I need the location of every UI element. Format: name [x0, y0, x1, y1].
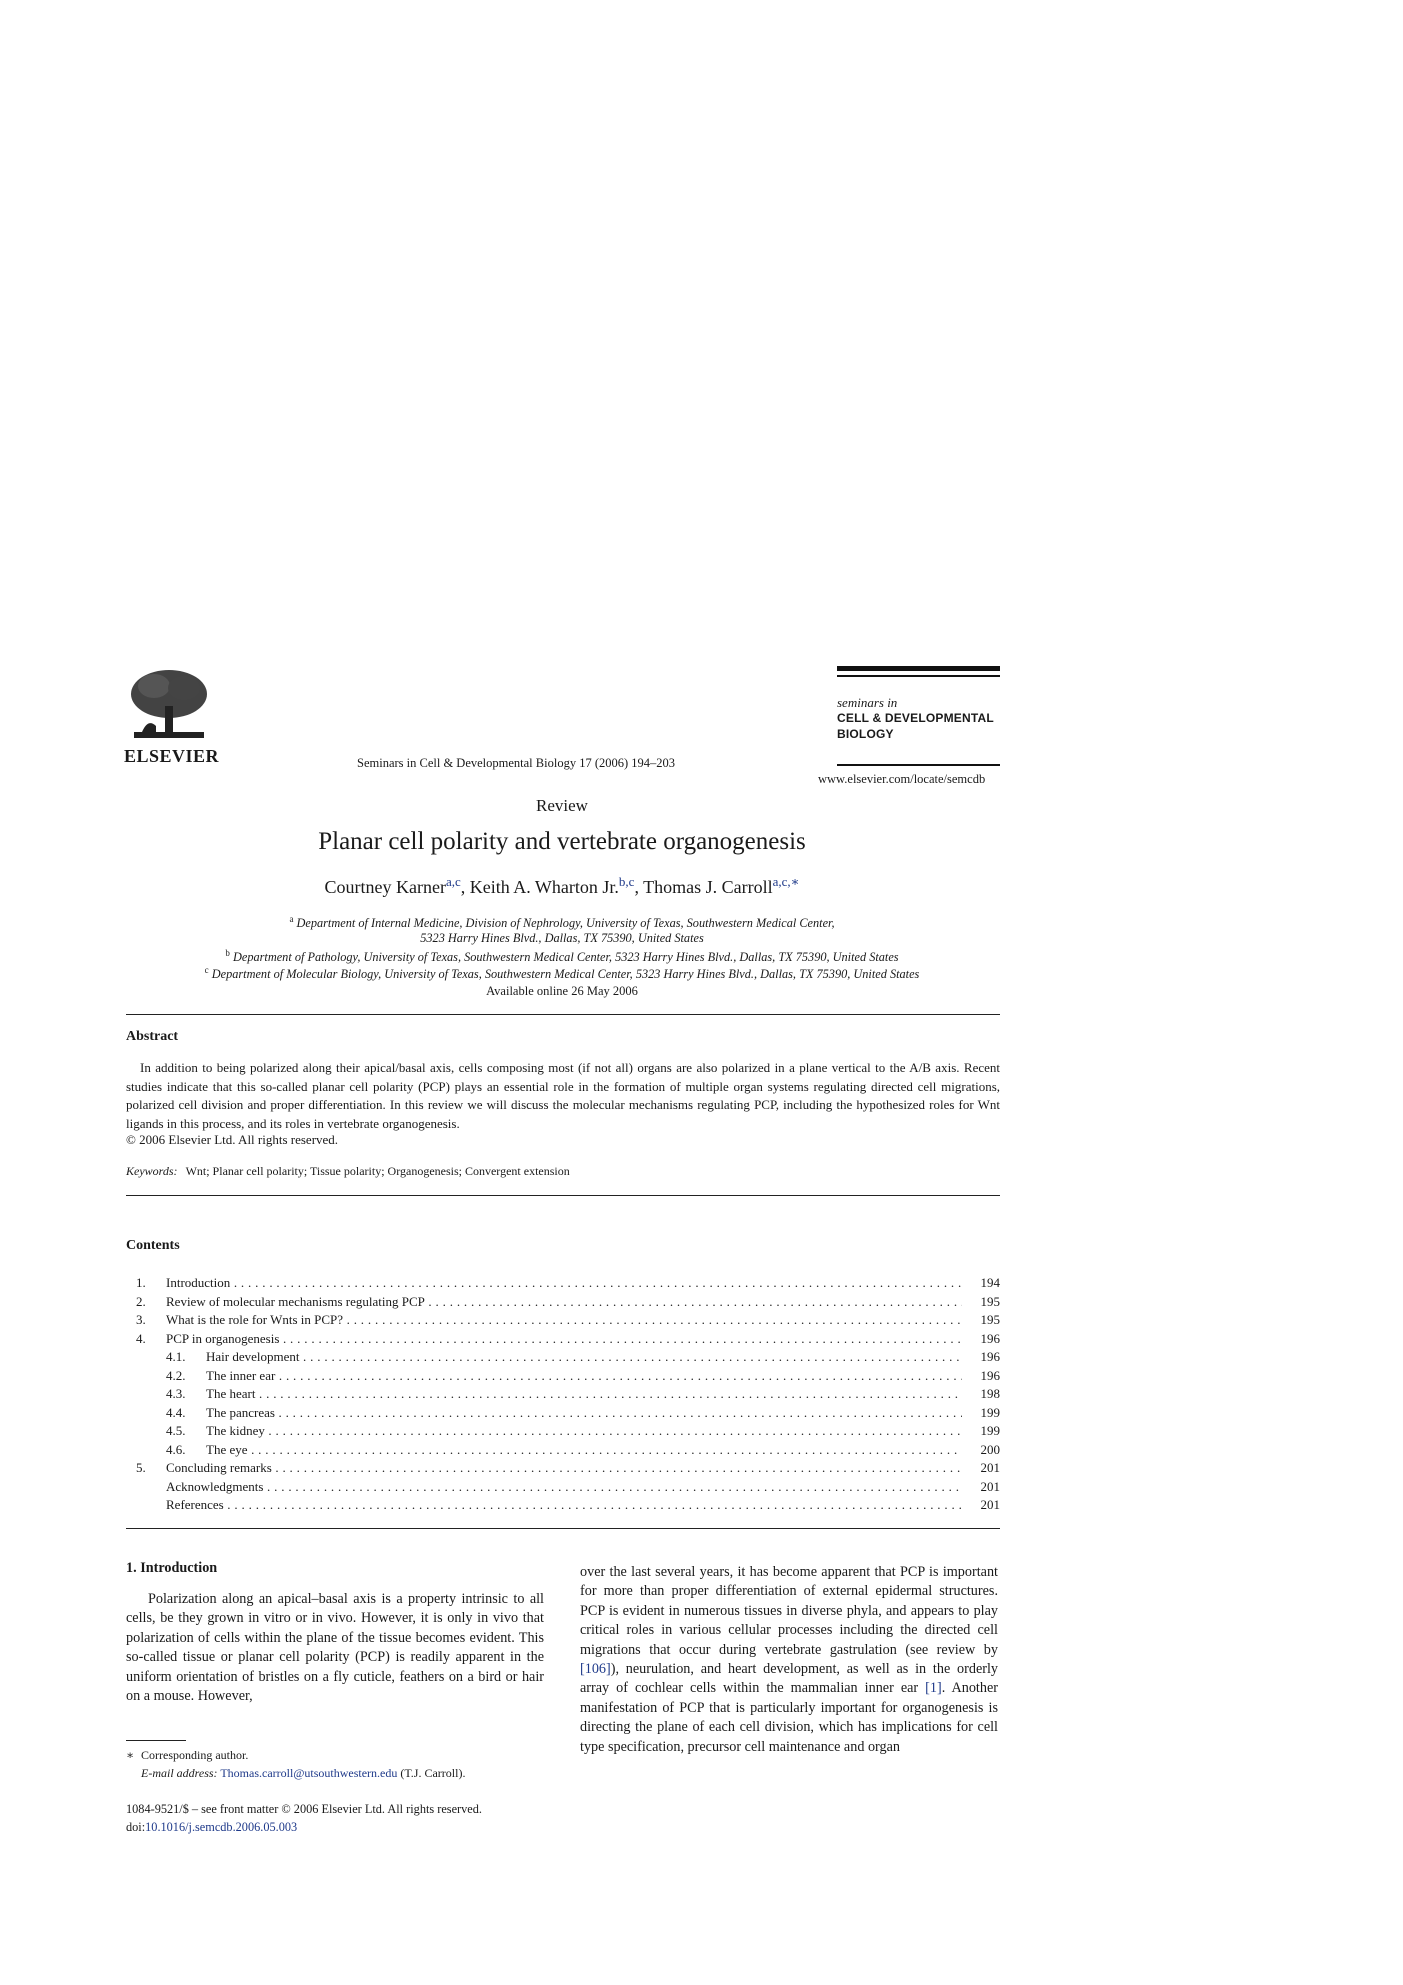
- toc-title[interactable]: References . . .: [166, 1496, 962, 1515]
- toc-title[interactable]: The eye . . .: [206, 1441, 962, 1460]
- toc-title[interactable]: Hair development . . .: [206, 1348, 962, 1367]
- divider: [126, 1528, 1000, 1529]
- toc-number: 4.4.: [166, 1404, 186, 1420]
- affiliation: [0, 914, 1124, 931]
- toc-entry[interactable]: [126, 1330, 1000, 1349]
- affiliation-text: 5323 Harry Hines Blvd., Dallas, TX 75390, United States: [420, 931, 704, 945]
- abstract-copyright: © 2006 Elsevier Ltd. All rights reserved.: [126, 1132, 339, 1147]
- toc-title[interactable]: What is the role for Wnts in PCP? . . .: [166, 1311, 962, 1330]
- affiliation: [0, 965, 1124, 982]
- toc-page-number: 200: [980, 1441, 1000, 1457]
- toc-title[interactable]: Acknowledgments . . .: [166, 1478, 962, 1497]
- toc-number: 2.: [136, 1293, 146, 1309]
- footnote-text: Corresponding author.: [141, 1748, 249, 1762]
- affiliation: [0, 931, 1124, 946]
- toc-page-number: 201: [980, 1497, 1000, 1512]
- toc-number: 5.: [136, 1460, 146, 1475]
- article-title: Planar cell polarity and vertebrate organogenesis: [318, 828, 806, 855]
- toc-page-number: 196: [980, 1349, 1000, 1364]
- toc-page-number: 199: [980, 1423, 1000, 1438]
- email-label: E-mail address:: [141, 1766, 218, 1780]
- affiliation-mark: a: [289, 914, 294, 924]
- journal-citation: Seminars in Cell & Developmental Biology 17 (2006) 194–203: [357, 756, 676, 770]
- affiliation-mark: c: [204, 965, 209, 975]
- toc-number: 3.: [136, 1312, 146, 1327]
- doi-link[interactable]: 10.1016/j.semcdb.2006.05.003: [145, 1820, 298, 1834]
- paragraph-text: ), neurulation, and heart development, as well as in the orderly array of cochlear cells within the mammalian inner ear: [580, 1661, 998, 1697]
- toc-entry[interactable]: [126, 1422, 1000, 1441]
- toc-entry[interactable]: [126, 1311, 1000, 1330]
- author-name: Thomas J. Carroll: [643, 877, 773, 897]
- toc-number: 4.5.: [166, 1423, 186, 1438]
- author-separator: ,: [634, 877, 644, 897]
- section-heading: 1. Introduction: [126, 1560, 218, 1576]
- toc-entry[interactable]: [126, 1404, 1000, 1423]
- author-name: Courtney Karner: [324, 877, 446, 897]
- toc-number: 4.2.: [166, 1367, 186, 1383]
- footnote-email: [126, 1766, 465, 1781]
- toc-entry[interactable]: [126, 1348, 1000, 1367]
- reference-link[interactable]: [106]: [580, 1661, 611, 1678]
- toc-entry[interactable]: [126, 1385, 1000, 1404]
- abstract-heading: Abstract: [126, 1029, 179, 1044]
- toc-entry[interactable]: [126, 1367, 1000, 1386]
- toc-title[interactable]: The pancreas . . .: [206, 1404, 962, 1423]
- toc-title[interactable]: Concluding remarks . . .: [166, 1459, 962, 1478]
- toc-entry[interactable]: [126, 1274, 1000, 1293]
- journal-logo-rule-top: [837, 666, 1000, 671]
- journal-logo-line1: seminars in: [837, 695, 898, 710]
- toc-page-number: 194: [980, 1275, 1000, 1290]
- toc-number: 4.: [136, 1330, 146, 1346]
- journal-logo-rule-thin: [837, 675, 1000, 677]
- author-name: Keith A. Wharton Jr.: [469, 877, 619, 897]
- affiliation-mark: b: [225, 948, 230, 958]
- footnote-mark: ∗: [126, 1748, 135, 1762]
- abstract-paragraph: In addition to being polarized along their apical/basal axis, cells composing most (if not all) organs are also polarized in a plane vertical to the A/B axis. Recent studies indicate that this so-called planar cell polarity (PCP) plays an essential role in the formation of multiple organ systems regulating directed cell migrations, polarized cell division and proper differentiation. In this review we will discuss the molecular mechanisms regulating PCP, including the hypothesized roles for Wnt ligands in this process, and its roles in vertebrate organogenesis.: [126, 1060, 1000, 1131]
- divider: [126, 1014, 1000, 1015]
- email-suffix: (T.J. Carroll).: [400, 1766, 466, 1780]
- publisher-name: ELSEVIER: [124, 746, 220, 766]
- paragraph-text: over the last several years, it has become apparent that PCP is important for more than proper differentiation of external epidermal structures. PCP is evident in numerous tissues in diverse phyla, and appears to play critical roles in various cellular processes including the directed cell migrations that occur during vertebrate gastrulation (see review by: [580, 1564, 998, 1658]
- affiliation-text: Department of Internal Medicine, Division of Nephrology, University of Texas, Southwestern Medical Center,: [296, 916, 835, 931]
- email-link[interactable]: Thomas.carroll@utsouthwestern.edu: [220, 1766, 398, 1780]
- toc-page-number: 201: [980, 1478, 1000, 1494]
- toc-number: 4.3.: [166, 1386, 186, 1401]
- doi-line: [126, 1820, 297, 1835]
- toc-page-number: 198: [980, 1386, 1000, 1401]
- footnote-rule: [126, 1740, 186, 1741]
- journal-logo-line3: BIOLOGY: [837, 727, 894, 741]
- toc-title[interactable]: PCP in organogenesis . . .: [166, 1330, 962, 1349]
- toc-title[interactable]: The heart . . .: [206, 1385, 962, 1404]
- intro-paragraph-right: [580, 1563, 998, 1757]
- affiliation: [0, 948, 1124, 965]
- toc-entry[interactable]: [126, 1459, 1000, 1478]
- toc-page-number: 195: [980, 1312, 1000, 1327]
- toc-title[interactable]: The kidney . . .: [206, 1422, 962, 1441]
- doi-label: doi:: [126, 1820, 146, 1834]
- reference-link[interactable]: [1]: [925, 1680, 942, 1697]
- toc-number: 4.6.: [166, 1441, 186, 1457]
- affiliation-text: Department of Molecular Biology, University of Texas, Southwestern Medical Center, 5323 Harry Hines Blvd., Dallas, TX 75390, United States: [211, 967, 920, 982]
- keywords-list: Wnt; Planar cell polarity; Tissue polarity; Organogenesis; Convergent extension: [185, 1164, 570, 1178]
- intro-paragraph-left: Polarization along an apical–basal axis is a property intrinsic to all cells, be they grown in vitro or in vivo. However, it is only in vivo that polarization of cells within the plane of the tissue becomes evident. This so-called tissue or planar cell polarity (PCP) is readily apparent in the uniform orientation of bristles on a fly cuticle, feathers on a bird or hair on a mouse. However,: [126, 1591, 544, 1705]
- available-online: Available online 26 May 2006: [486, 984, 638, 998]
- author-affiliation-mark[interactable]: b,c: [618, 874, 635, 889]
- toc-page-number: 195: [980, 1293, 1000, 1309]
- toc-page-number: 196: [980, 1367, 1000, 1383]
- abstract-text: [126, 1059, 1000, 1133]
- toc-title[interactable]: Introduction . . .: [166, 1274, 962, 1293]
- toc-entry[interactable]: [126, 1441, 1000, 1460]
- toc-entry[interactable]: [126, 1496, 1000, 1515]
- affiliation-text: Department of Pathology, University of Texas, Southwestern Medical Center, 5323 Harry Hines Blvd., Dallas, TX 75390, United States: [233, 950, 899, 965]
- toc-title[interactable]: Review of molecular mechanisms regulating PCP . . .: [166, 1293, 962, 1312]
- divider: [126, 1195, 1000, 1196]
- footnote-corresponding: [126, 1748, 248, 1763]
- toc-number: 4.1.: [166, 1349, 186, 1364]
- keywords: [126, 1164, 570, 1179]
- paragraph-text: . Another manifestation of PCP that is particularly important for organogenesis is directing the plane of each cell division, which has implications for cell type specification, precursor cell maintenance and organ: [580, 1680, 998, 1755]
- contents-heading: Contents: [126, 1238, 180, 1253]
- toc-page-number: 201: [980, 1460, 1000, 1475]
- author-affiliation-mark[interactable]: a,c: [445, 874, 461, 889]
- article-type: Review: [536, 796, 588, 815]
- author-list: [0, 874, 1124, 898]
- toc-page-number: 196: [980, 1330, 1000, 1346]
- toc-page-number: 199: [980, 1404, 1000, 1420]
- keywords-label: Keywords:: [126, 1164, 178, 1178]
- journal-logo-rule-bottom: [837, 764, 1000, 766]
- table-of-contents: [126, 1274, 1000, 1515]
- toc-entry[interactable]: [126, 1478, 1000, 1497]
- author-affiliation-mark[interactable]: a,c,∗: [772, 874, 800, 889]
- toc-title[interactable]: The inner ear . . .: [206, 1367, 962, 1386]
- author-separator: ,: [460, 877, 470, 897]
- journal-url[interactable]: www.elsevier.com/locate/semcdb: [818, 772, 986, 786]
- journal-logo-line2: CELL & DEVELOPMENTAL: [837, 711, 994, 725]
- issn-line: 1084-9521/$ – see front matter © 2006 Elsevier Ltd. All rights reserved.: [126, 1802, 482, 1816]
- toc-number: 1.: [136, 1275, 146, 1290]
- toc-entry[interactable]: [126, 1293, 1000, 1312]
